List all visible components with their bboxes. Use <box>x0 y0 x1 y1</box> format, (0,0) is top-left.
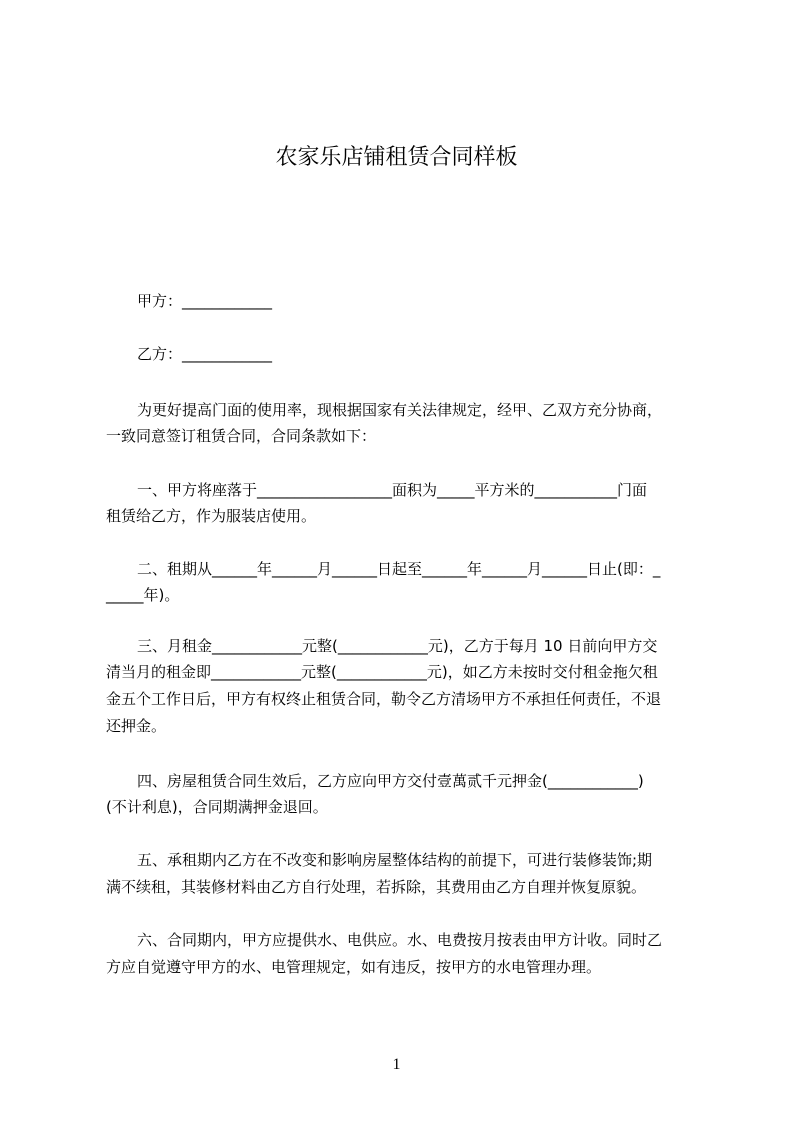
clause-1-line: 租赁给乙方，作为服装店使用。 <box>106 507 317 525</box>
clause-3-line: 三、月租金____________元整(____________元)，乙方于每月 10 日前向甲方交 <box>137 637 658 655</box>
party-b-line: 乙方：____________ <box>137 345 273 363</box>
document-title: 农家乐店铺租赁合同样板 <box>275 145 518 170</box>
clause-5-line: 五、承租期内乙方在不改变和影响房屋整体结构的前提下，可进行装修装饰;期 <box>137 851 653 869</box>
clause-2-line: _____年)。 <box>106 586 180 604</box>
clause-3-line: 还押金。 <box>106 717 167 735</box>
intro-line: 一致同意签订租赁合同，合同条款如下： <box>106 427 377 445</box>
clause-4-line: 四、房屋租赁合同生效后，乙方应向甲方交付壹萬贰千元押金(____________) <box>137 772 644 790</box>
party-a-line: 甲方：____________ <box>137 292 273 310</box>
intro-line: 为更好提高门面的使用率，现根据国家有关法律规定，经甲、乙双方充分协商， <box>137 401 663 419</box>
clause-3-line: 清当月的租金即____________元整(____________元)，如乙方未按时交付租金拖欠租 <box>106 663 658 681</box>
page-number: 1 <box>392 1056 401 1073</box>
clause-6-line: 六、合同期内，甲方应提供水、电供应。水、电费按月按表由甲方计收。同时乙 <box>137 931 663 949</box>
clause-4-line: (不计利息)，合同期满押金退回。 <box>106 798 328 816</box>
clause-1-line: 一、甲方将座落于__________________面积为_____平方米的___________门面 <box>137 481 648 499</box>
clause-5-line: 满不续租，其装修材料由乙方自行处理，若拆除，其费用由乙方自理并恢复原貌。 <box>106 878 647 896</box>
clause-3-line: 金五个工作日后，甲方有权终止租赁合同，勒令乙方清场甲方不承担任何责任，不退 <box>106 690 662 708</box>
clause-2-line: 二、租期从______年______月______日起至______年______月______日止(即：_ <box>137 560 661 578</box>
clause-6-line: 方应自觉遵守甲方的水、电管理规定，如有违反，按甲方的水电管理办理。 <box>106 958 602 976</box>
